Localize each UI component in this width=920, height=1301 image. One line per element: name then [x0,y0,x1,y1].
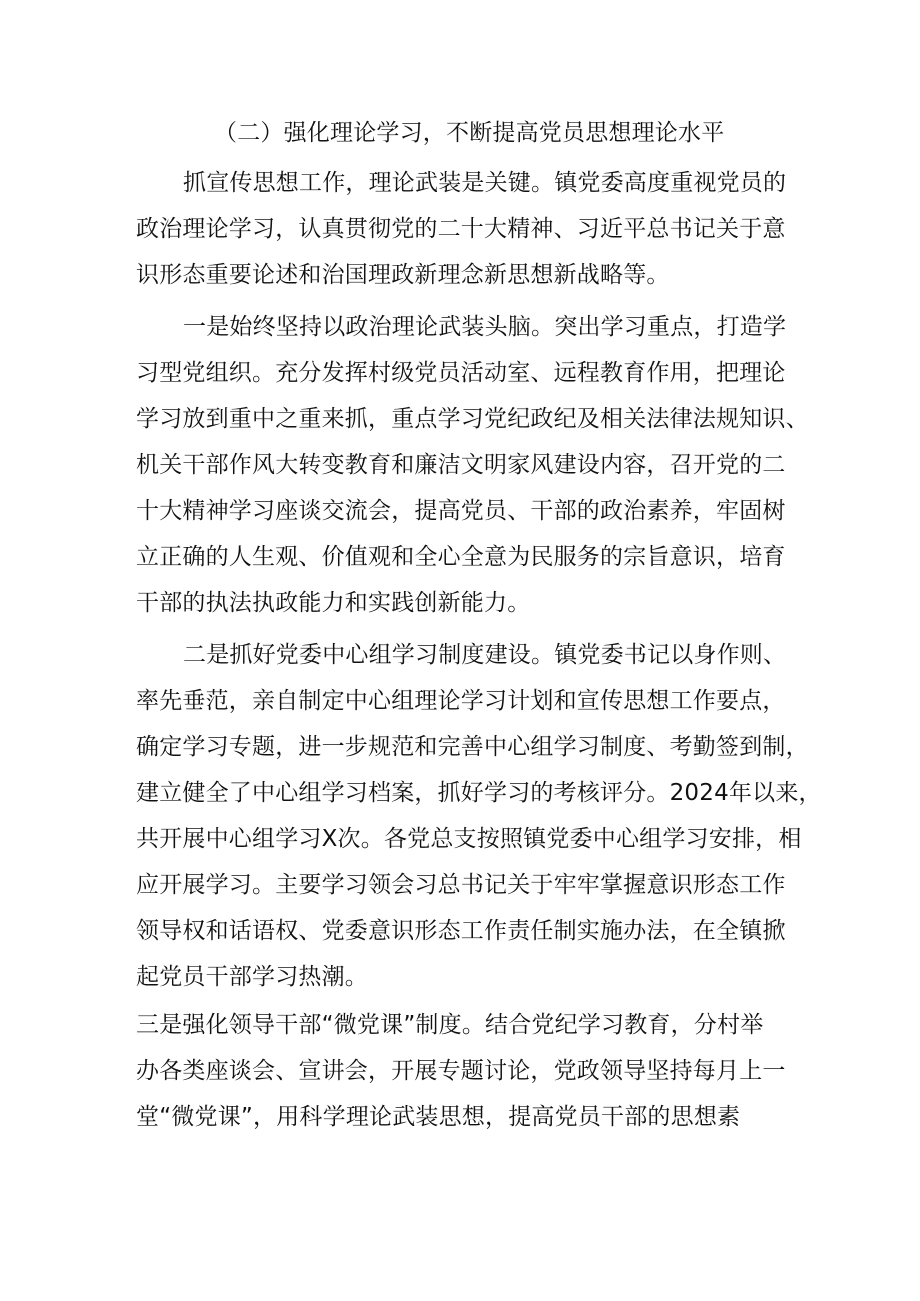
paragraph-line: 共开展中心组学习X次。各党总支按照镇党委中心组学习安排，相 [136,826,802,852]
paragraph-line: 机关干部作风大转变教育和廉洁文明家风建设内容，召开党的二 [136,452,786,478]
paragraph-line: 习型党组织。充分发挥村级党员活动室、远程教育作用，把理论 [136,360,786,386]
paragraph-line: 率先垂范，亲自制定中心组理论学习计划和宣传思想工作要点， [136,688,786,714]
paragraph-line: 堂“微党课”，用科学理论武装思想，提高党员干部的思想素 [136,1104,741,1130]
paragraph-line: 干部的执法执政能力和实践创新能力。 [136,590,531,616]
paragraph-line: 起党员干部学习热潮。 [136,964,368,990]
paragraph-line: 领导权和话语权、党委意识形态工作责任制实施办法，在全镇掀 [136,918,786,944]
paragraph-line: 确定学习专题，进一步规范和完善中心组学习制度、考勤签到制， [136,734,809,760]
section-heading: （二）强化理论学习，不断提高党员思想理论水平 [214,120,725,146]
paragraph-line: 二是抓好党委中心组学习制度建设。镇党委书记以身作则、 [183,642,787,668]
paragraph-line: 一是始终坚持以政治理论武装头脑。突出学习重点，打造学 [183,314,787,340]
paragraph-line: 应开展学习。主要学习领会习总书记关于牢牢掌握意识形态工作 [136,872,786,898]
paragraph-line: 三是强化领导干部“微党课”制度。结合党纪学习教育，分村举 [136,1012,764,1038]
paragraph-line: 十大精神学习座谈交流会，提高党员、干部的政治素养，牢固树 [136,498,786,524]
paragraph-line: 建立健全了中心组学习档案，抓好学习的考核评分。2024年以来， [136,780,822,806]
paragraph-line: 立正确的人生观、价值观和全心全意为民服务的宗旨意识，培育 [136,544,786,570]
paragraph-line: 识形态重要论述和治国理政新理念新思想新战略等。 [136,262,670,288]
paragraph-line: 抓宣传思想工作，理论武装是关键。镇党委高度重视党员的 [183,170,787,196]
paragraph-line: 办各类座谈会、宣讲会，开展专题讨论，党政领导坚持每月上一 [136,1058,786,1084]
paragraph-line: 学习放到重中之重来抓，重点学习党纪政纪及相关法律法规知识、 [136,406,809,432]
paragraph-line: 政治理论学习，认真贯彻党的二十大精神、习近平总书记关于意 [136,216,786,242]
